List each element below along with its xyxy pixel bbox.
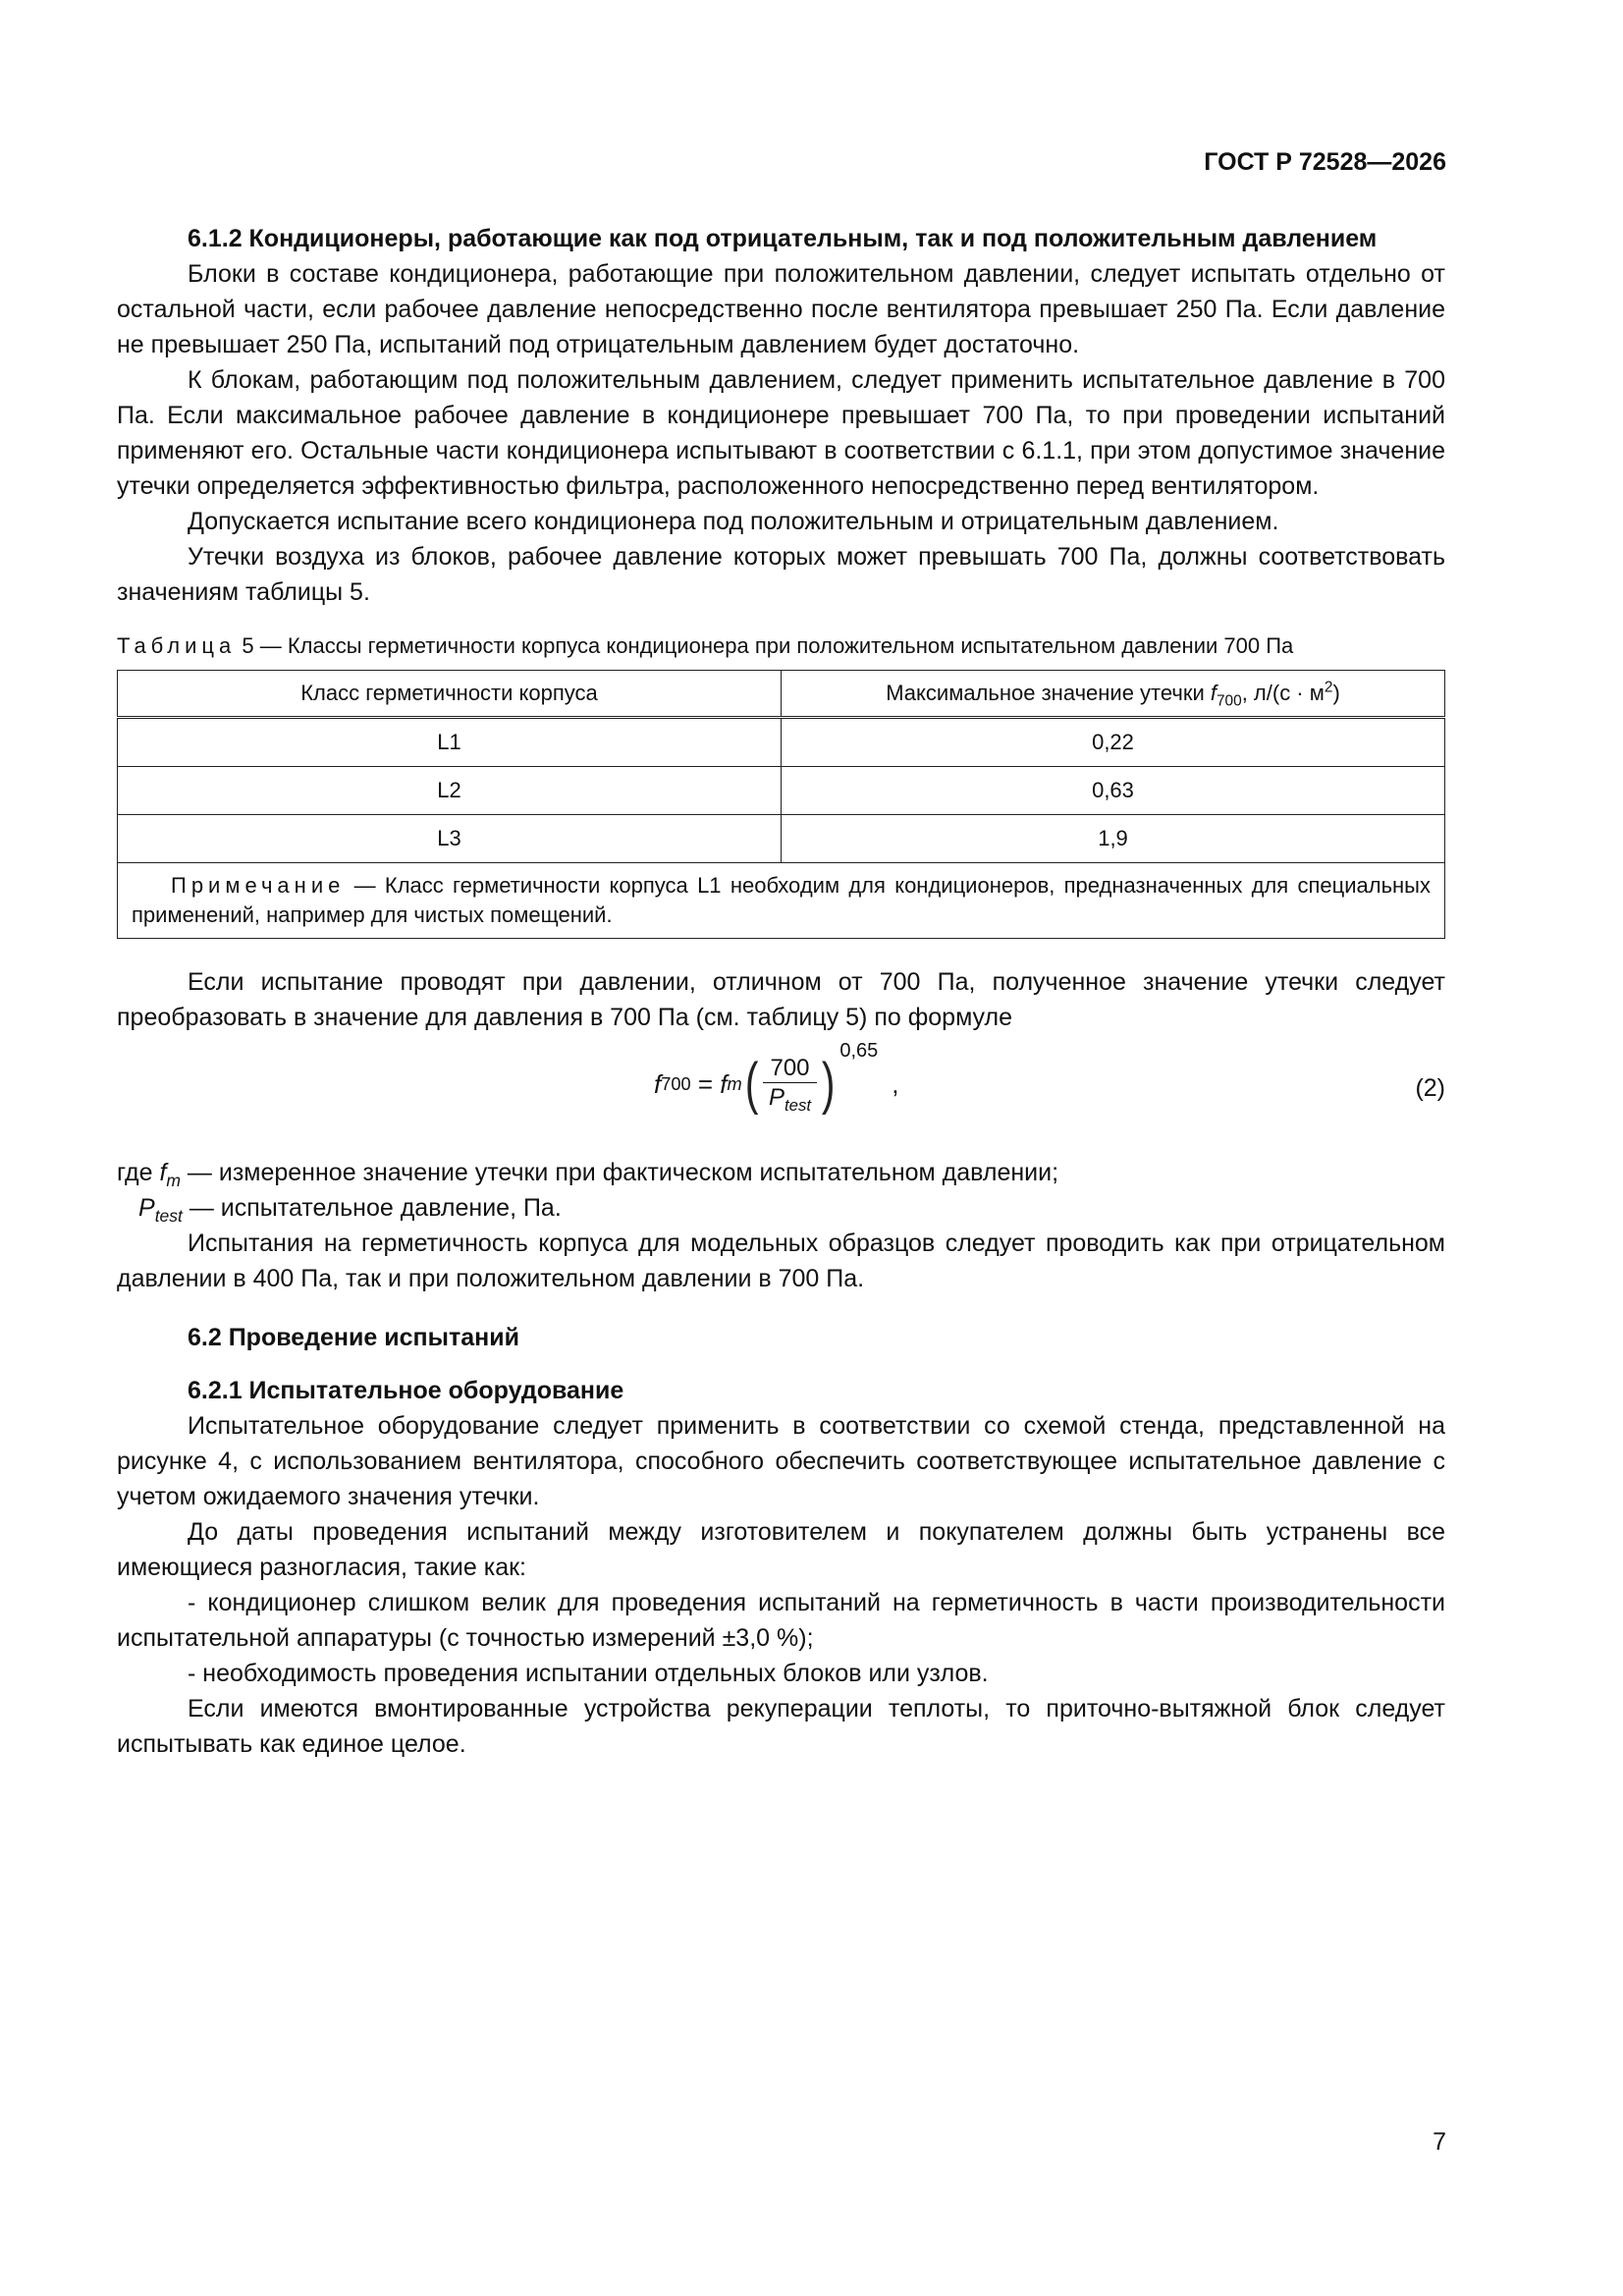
table-5-caption bbox=[117, 631, 1445, 660]
table-cell-class: L2 bbox=[118, 767, 782, 815]
page-content bbox=[117, 221, 1445, 1762]
fraction: $\frac{700}{P_{test}}$ bbox=[763, 1055, 817, 1113]
note-label: Примечание bbox=[171, 873, 346, 898]
table-cell-class: L3 bbox=[118, 815, 782, 863]
table-cell-value: 0,22 bbox=[782, 718, 1445, 767]
table-note-row bbox=[118, 863, 1445, 939]
page-number: 7 bbox=[1433, 2128, 1446, 2156]
table-header-row bbox=[118, 671, 1445, 718]
paragraph: Если имеются вмонтированные устройства рекуперации теплоты, то приточно-вытяжной блок следует испытывать как единое целое. bbox=[117, 1695, 1445, 1758]
paragraph: Испытания на герметичность корпуса для модельных образцов следует проводить как при отрицательном давлении в 400 Па, так и при положительном давлении в 700 Па. bbox=[117, 1230, 1445, 1292]
document-code: ГОСТ Р 72528—2026 bbox=[1204, 148, 1446, 176]
formula-number: (2) bbox=[1415, 1074, 1445, 1102]
paragraph: До даты проведения испытаний между изготовителем и покупателем должны быть устранены все имеющиеся разногласия, такие как: bbox=[117, 1518, 1445, 1581]
section-6-2-heading: 6.2 Проведение испытаний bbox=[188, 1324, 519, 1351]
legend-item: где $f_m$ — измеренное значение утечки при фактическом испытательном давлении; bbox=[117, 1159, 1059, 1190]
paragraph: Испытательное оборудование следует применить в соответствии со схемой стенда, представленной на рисунке 4, с использованием вентилятора, способного обеспечить соответствующее испытательное давление с учетом ожидаемого значения утечки. bbox=[117, 1412, 1445, 1510]
paragraph: Блоки в составе кондиционера, работающие при положительном давлении, следует испытать отдельно от остальной части, если рабочее давление непосредственно после вентилятора превышает 250 Па. Если давление не превышает 250 Па, испытаний под отрицательным давлением будет достаточно. bbox=[117, 260, 1445, 358]
right-parenthesis: ) bbox=[821, 1051, 836, 1116]
table-5 bbox=[117, 670, 1445, 939]
section-6-1-2-heading: 6.1.2 Кондиционеры, работающие как под отрицательным, так и под положительным давлением bbox=[188, 225, 1378, 252]
table-caption-text: 5 — Классы герметичности корпуса кондиционера при положительном испытательном давлении 700 Па bbox=[236, 633, 1294, 658]
paragraph: Утечки воздуха из блоков, рабочее давление которых может превышать 700 Па, должны соответствовать значениям таблицы 5. bbox=[117, 543, 1445, 606]
paragraph: Допускается испытание всего кондиционера под положительным и отрицательным давлением. bbox=[188, 508, 1279, 535]
formula-expression: f 700 = f m ( $\frac{700}{P_{test}}$ ) 0,65 , bbox=[654, 1039, 899, 1116]
table-cell-class: L1 bbox=[118, 718, 782, 767]
left-parenthesis: ( bbox=[744, 1051, 759, 1116]
table-caption-label: Таблица bbox=[117, 633, 237, 658]
list-item: - кондиционер слишком велик для проведения испытаний на герметичность в части производительности испытательной аппаратуры (с точностью измерений ±3,0 %); bbox=[117, 1589, 1445, 1652]
formula-2 bbox=[117, 1041, 1445, 1149]
table-cell-value: 0,63 bbox=[782, 767, 1445, 815]
column-header-class: Класс герметичности корпуса bbox=[118, 671, 782, 718]
table-row bbox=[118, 767, 1445, 815]
table-row bbox=[118, 815, 1445, 863]
table-cell-value: 1,9 bbox=[782, 815, 1445, 863]
paragraph: Если испытание проводят при давлении, отличном от 700 Па, полученное значение утечки следует преобразовать в значение для давления в 700 Па (см. таблицу 5) по формуле bbox=[117, 968, 1445, 1031]
formula-legend bbox=[117, 1155, 1445, 1226]
table-note bbox=[118, 863, 1445, 939]
list-item: - необходимость проведения испытании отдельных блоков или узлов. bbox=[188, 1660, 989, 1687]
note-text: — Класс герметичности корпуса L1 необходим для кондиционеров, предназначенных для специальных применений, например для чистых помещений. bbox=[132, 873, 1431, 927]
section-6-2-1-heading: 6.2.1 Испытательное оборудование bbox=[188, 1377, 624, 1404]
table-row bbox=[118, 718, 1445, 767]
column-header-max-leakage: Максимальное значение утечки $f_{700}$, $л/(с \cdot м^2)$ bbox=[782, 671, 1445, 718]
paragraph: К блокам, работающим под положительным давлением, следует применить испытательное давление в 700 Па. Если максимальное рабочее давление в кондиционере превышает 700 Па, то при проведении испытаний применяют его. Остальные части кондиционера испытывают в соответствии с 6.1.1, при этом допустимое значение утечки определяется эффективностью фильтра, расположенного непосредственно перед вентилятором. bbox=[117, 366, 1445, 500]
legend-item: $P_{test}$ — испытательное давление, Па. bbox=[138, 1194, 562, 1226]
